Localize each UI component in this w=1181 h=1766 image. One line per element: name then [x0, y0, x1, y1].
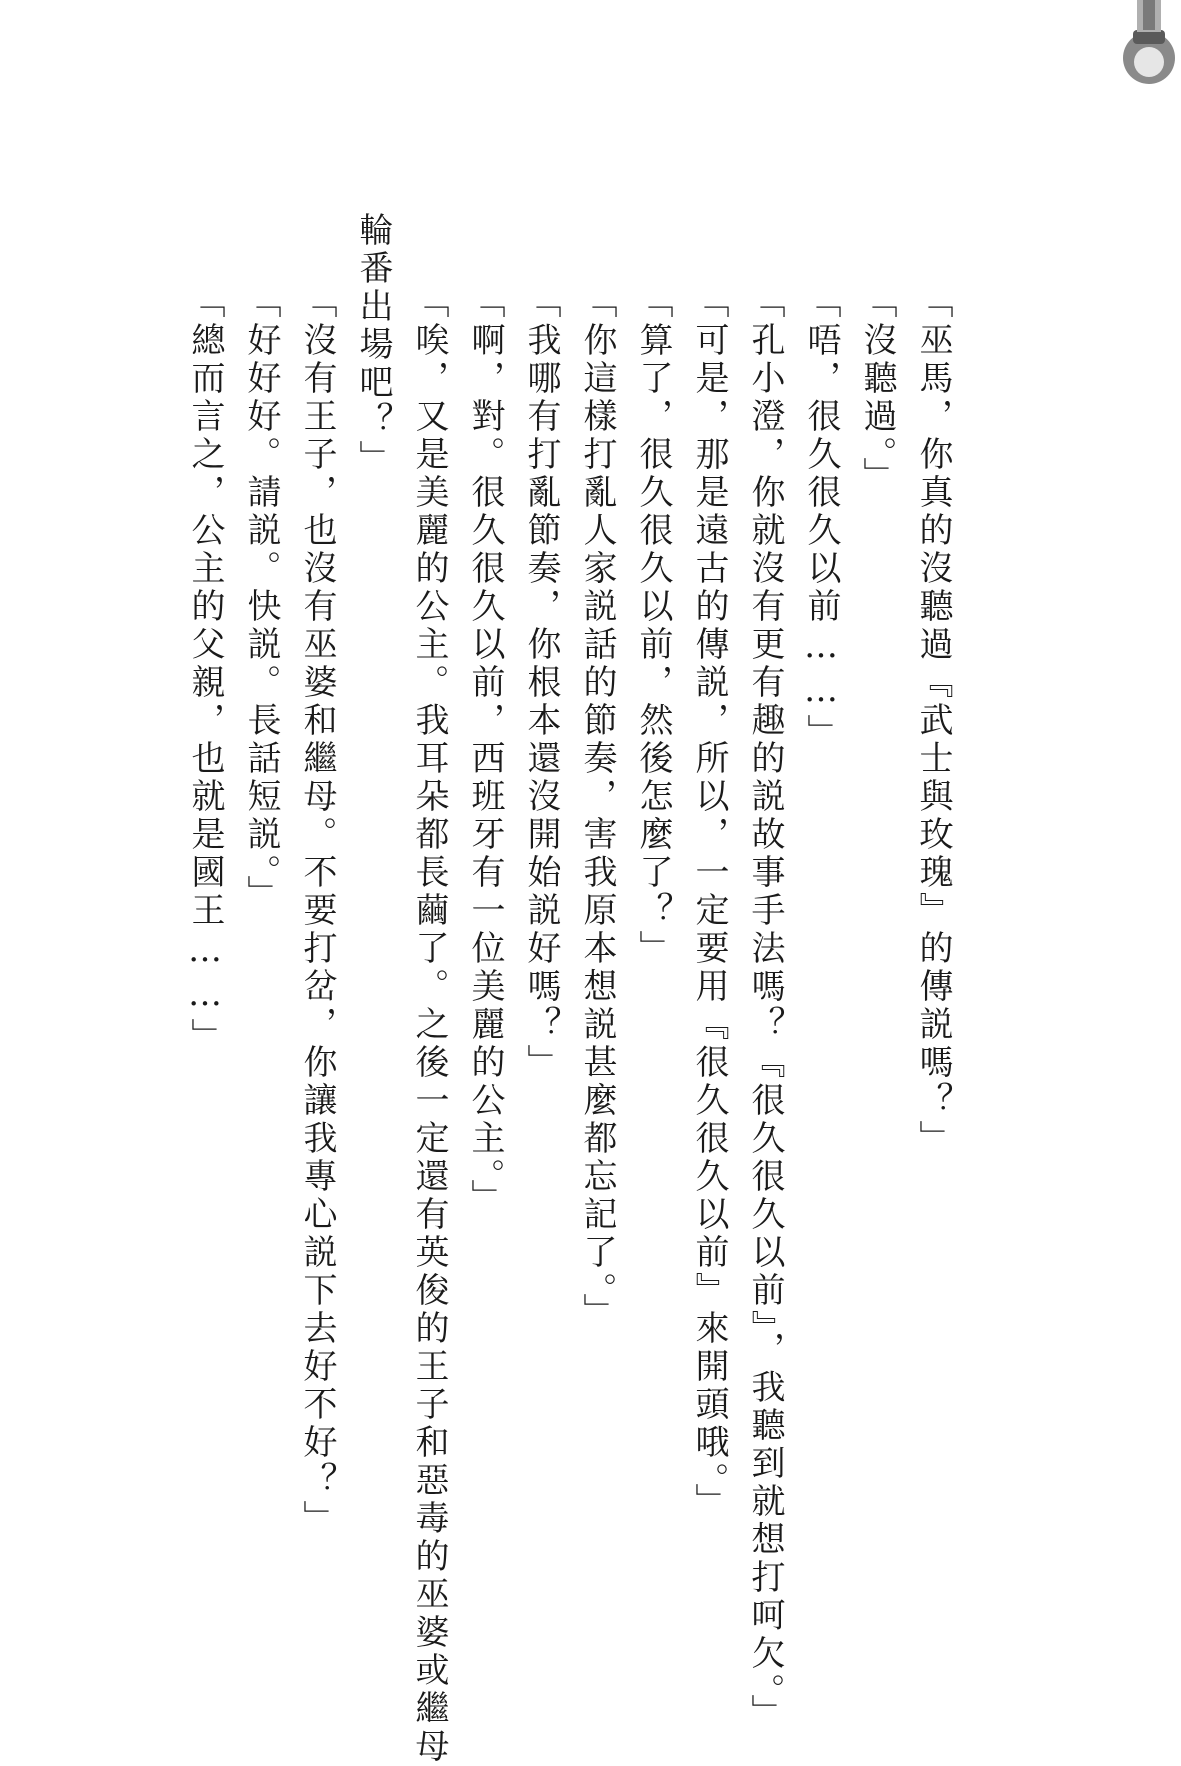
text-line-12: 「沒有王子，也沒有巫婆和繼母。不要打岔，你讓我專心説下去好不好？」: [297, 284, 337, 1538]
text-line-14: 「總而言之，公主的父親，也就是國王……」: [185, 284, 225, 1056]
text-line-9: 「啊，對。很久很久以前，西班牙有一位美麗的公主。」: [465, 284, 505, 1217]
person-figure-icon: [1123, 0, 1175, 84]
text-line-4: 「孔小澄，你就沒有更有趣的説故事手法嗎？『很久很久以前』，我聽到就想打呵欠。」: [745, 284, 785, 1732]
text-line-7: 「你這樣打亂人家説話的節奏，害我原本想説甚麼都忘記了。」: [577, 284, 617, 1331]
text-line-3: 「唔，很久很久以前……」: [801, 284, 841, 752]
text-line-1: 「巫馬，你真的沒聽過『武士與玫瑰』的傳説嗎？」: [913, 284, 953, 1158]
text-line-5: 「可是，那是遠古的傳説，所以，一定要用『很久很久以前』來開頭哦。」: [689, 284, 729, 1521]
text-line-10: 「唉，又是美麗的公主。我耳朵都長繭了。之後一定還有英俊的王子和惡毒的巫婆或繼母: [409, 284, 449, 1766]
text-line-8: 「我哪有打亂節奏，你根本還沒開始説好嗎？」: [521, 284, 561, 1082]
text-line-13: 「好好好。請説。快説。長話短説。」: [241, 284, 281, 913]
text-line-2: 「沒聽過。」: [857, 284, 897, 495]
text-line-11: 輪番出場吧？」: [353, 212, 393, 478]
text-line-6: 「算了，很久很久以前，然後怎麼了？」: [633, 284, 673, 968]
corner-illustration: [1071, 0, 1181, 95]
